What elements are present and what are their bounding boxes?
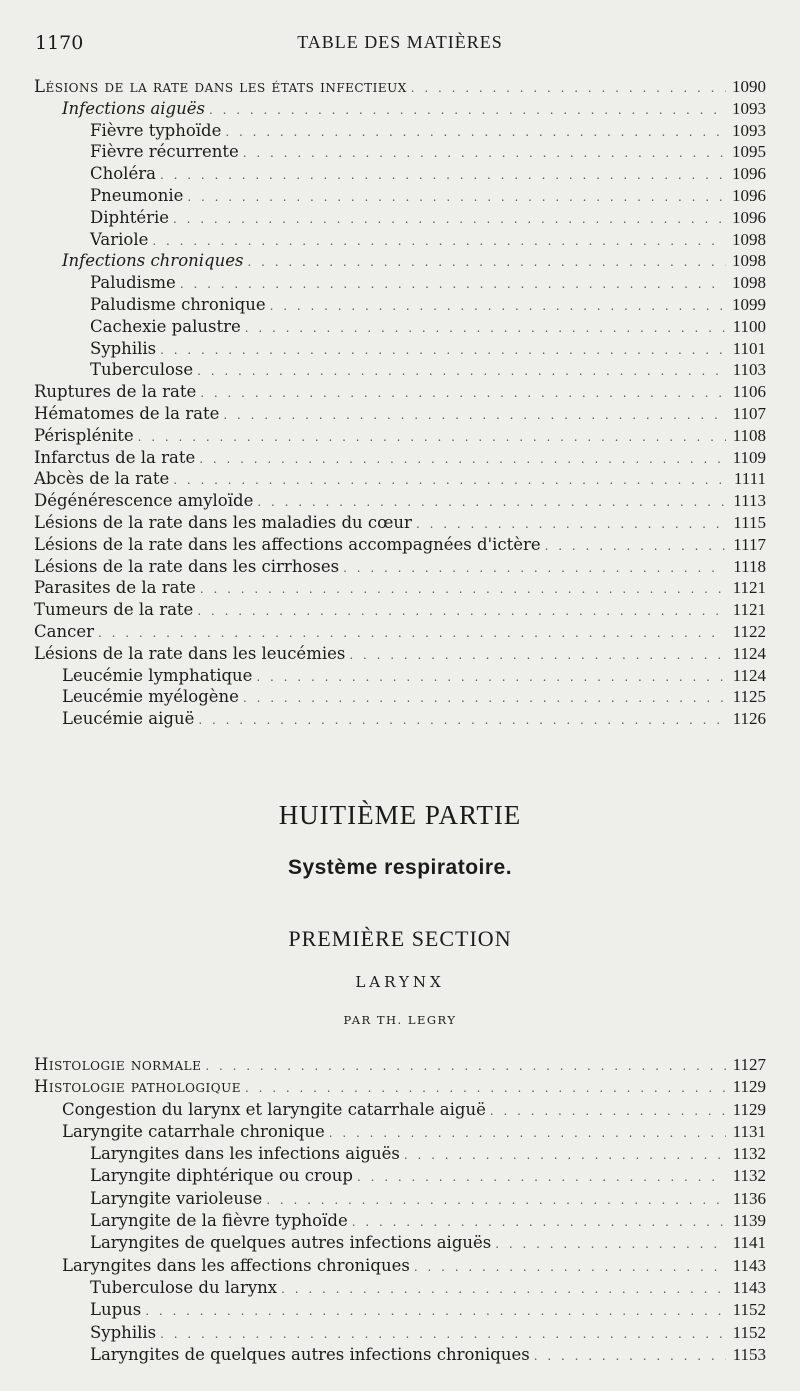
- toc-entry-page: 1143: [732, 1255, 766, 1275]
- toc-entry: [0, 250, 800, 272]
- toc-entry: [0, 1076, 800, 1098]
- toc-entry-label: Leucémie myélogène: [62, 687, 239, 707]
- toc-entry-page: 1124: [732, 643, 766, 663]
- toc-entry: [0, 490, 800, 512]
- toc-entry-page: 1139: [732, 1211, 766, 1231]
- toc-entry-page: 1118: [733, 556, 766, 576]
- toc-entry-label: Cachexie palustre: [90, 316, 241, 336]
- toc-entry: [0, 76, 800, 98]
- toc-entry-page: 1096: [732, 164, 766, 184]
- section-name: LARYNX: [355, 973, 445, 991]
- toc-entry-page: 1121: [732, 600, 766, 620]
- toc-entry-label: Histologie pathologique: [34, 1077, 241, 1097]
- toc-entry-label: Lésions de la rate dans les leucémies: [34, 643, 346, 663]
- part-title: HUITIÈME PARTIE: [278, 800, 522, 830]
- toc-entry-label: Laryngites de quelques autres infections aiguës: [90, 1233, 492, 1253]
- toc-entry: [0, 1188, 800, 1210]
- toc-entry-page: 1129: [732, 1099, 766, 1119]
- dot-leader: [180, 274, 726, 296]
- toc-entry-page: 1100: [732, 316, 766, 336]
- toc-entry-page: 1101: [732, 338, 766, 358]
- dot-leader: [270, 296, 726, 318]
- toc-entry-label: Infections aiguës: [62, 98, 205, 118]
- toc-entry-label: Leucémie lymphatique: [62, 665, 253, 685]
- toc-entry: [0, 621, 800, 643]
- dot-leader: [198, 710, 726, 732]
- toc-entry: [0, 1344, 800, 1366]
- toc-entry-label: Paludisme: [90, 273, 176, 293]
- toc-entry: [0, 556, 800, 578]
- toc-entry: [0, 1143, 800, 1165]
- dot-leader: [404, 1144, 726, 1166]
- toc-entry: [0, 425, 800, 447]
- toc-entry-page: 1126: [732, 709, 766, 729]
- toc-entry-page: 1125: [732, 687, 766, 707]
- dot-leader: [411, 78, 726, 100]
- toc-entry: [0, 1299, 800, 1321]
- toc-entry-label: Choléra: [90, 164, 156, 184]
- toc-entry: [0, 294, 800, 316]
- toc-entry-label: Lésions de la rate dans les affections accompagnées d'ictère: [34, 534, 541, 554]
- dot-leader: [200, 383, 726, 405]
- dot-leader: [266, 1189, 726, 1211]
- toc-entry-label: Tuberculose: [90, 360, 194, 380]
- dot-leader: [257, 492, 726, 514]
- toc-entry-page: 1098: [732, 229, 766, 249]
- toc-entry: [0, 316, 800, 338]
- toc-entry-label: Lupus: [90, 1300, 142, 1320]
- toc-entry: [0, 708, 800, 730]
- dot-leader: [173, 209, 726, 231]
- dot-leader: [98, 623, 726, 645]
- toc-entry-page: 1107: [732, 403, 766, 423]
- dot-leader: [197, 361, 726, 383]
- dot-leader: [199, 449, 726, 471]
- dot-leader: [243, 143, 726, 165]
- toc-entry-label: Laryngites de quelques autres infections chroniques: [90, 1344, 530, 1364]
- toc-entry-label: Syphilis: [90, 338, 157, 358]
- toc-entry-page: 1153: [732, 1344, 766, 1364]
- toc-entry-label: Lésions de la rate dans les états infectieux: [34, 77, 407, 96]
- toc-entry-page: 1132: [732, 1166, 766, 1186]
- dot-leader: [138, 427, 726, 449]
- toc-entry: [0, 98, 800, 120]
- toc-entry-page: 1141: [732, 1233, 766, 1253]
- dot-leader: [495, 1233, 726, 1255]
- toc-entry-label: Pneumonie: [90, 185, 184, 205]
- toc-entry-page: 1098: [732, 273, 766, 293]
- toc-entry-label: Tuberculose du larynx: [90, 1277, 278, 1297]
- toc-entry-page: 1096: [732, 207, 766, 227]
- toc-entry-page: 1096: [732, 185, 766, 205]
- toc-entry: [0, 120, 800, 142]
- dot-leader: [225, 122, 726, 144]
- dot-leader: [416, 514, 726, 536]
- dot-leader: [490, 1100, 726, 1122]
- part-subtitle: Système respiratoire.: [287, 856, 513, 879]
- toc-entry-label: Leucémie aiguë: [62, 709, 195, 729]
- toc-entry-page: 1129: [732, 1077, 766, 1097]
- dot-leader: [281, 1278, 726, 1300]
- toc-entry-label: Paludisme chronique: [90, 294, 266, 314]
- section-title: PREMIÈRE SECTION: [288, 926, 512, 951]
- running-head: [0, 32, 800, 56]
- toc-entry: [0, 272, 800, 294]
- dot-leader: [414, 1256, 726, 1278]
- toc-entry-label: Syphilis: [90, 1322, 157, 1342]
- toc-entry-label: Fièvre typhoïde: [90, 120, 222, 140]
- toc-entry: [0, 1255, 800, 1277]
- toc-entry-label: Infarctus de la rate: [34, 447, 196, 467]
- toc-entry: [0, 686, 800, 708]
- toc-entry: [0, 534, 800, 556]
- toc-entry-page: 1093: [732, 98, 766, 118]
- toc-entry-label: Lésions de la rate dans les cirrhoses: [34, 556, 340, 576]
- toc-entry-page: 1117: [733, 534, 766, 554]
- toc-entry-label: Périsplénite: [34, 425, 134, 445]
- toc-entry-label: Infections chroniques: [62, 251, 244, 271]
- toc-entry-label: Laryngite de la fièvre typhoïde: [90, 1211, 348, 1231]
- toc-entry: [0, 643, 800, 665]
- toc-entry-page: 1099: [732, 294, 766, 314]
- toc-entry: [0, 338, 800, 360]
- dot-leader: [329, 1122, 726, 1144]
- toc-entry: [0, 577, 800, 599]
- dot-leader: [209, 100, 726, 122]
- toc-entry-label: Laryngites dans les infections aiguës: [90, 1144, 400, 1164]
- toc-entry-page: 1152: [732, 1322, 766, 1342]
- dot-leader: [357, 1166, 726, 1188]
- toc-entry: [0, 381, 800, 403]
- toc-entry-page: 1095: [732, 142, 766, 162]
- toc-entry-page: 1152: [732, 1300, 766, 1320]
- toc-entry-label: Fièvre récurrente: [90, 142, 239, 162]
- toc-entry: [0, 1232, 800, 1254]
- toc-entry-label: Parasites de la rate: [34, 578, 196, 598]
- dot-leader: [152, 231, 726, 253]
- toc-entry: [0, 1165, 800, 1187]
- toc-entry-label: Variole: [90, 229, 149, 249]
- toc-entry-page: 1132: [732, 1144, 766, 1164]
- toc-entry: [0, 1121, 800, 1143]
- toc-entry: [0, 1210, 800, 1232]
- dot-leader: [343, 558, 726, 580]
- dot-leader: [243, 688, 726, 710]
- toc-entry-page: 1131: [732, 1121, 766, 1141]
- toc-entry-page: 1136: [732, 1188, 766, 1208]
- toc-entry-page: 1143: [732, 1277, 766, 1297]
- dot-leader: [187, 187, 726, 209]
- toc-entry-page: 1098: [732, 251, 766, 271]
- table-of-contents-bottom: [0, 1054, 800, 1366]
- dot-leader: [247, 252, 726, 274]
- toc-entry: [0, 599, 800, 621]
- dot-leader: [173, 470, 726, 492]
- toc-entry-page: 1111: [733, 469, 766, 489]
- toc-entry-page: 1093: [732, 120, 766, 140]
- toc-entry: [0, 229, 800, 251]
- toc-entry: [0, 141, 800, 163]
- toc-entry: [0, 665, 800, 687]
- toc-entry: [0, 1322, 800, 1344]
- toc-entry: [0, 468, 800, 490]
- toc-entry-label: Cancer: [34, 621, 94, 641]
- dot-leader: [145, 1300, 726, 1322]
- toc-entry-label: Diphtérie: [90, 207, 170, 227]
- dot-leader: [160, 1323, 726, 1345]
- toc-entry: [0, 1054, 800, 1076]
- dot-leader: [545, 536, 726, 558]
- toc-entry: [0, 163, 800, 185]
- toc-entry: [0, 359, 800, 381]
- section-author: PAR TH. LEGRY: [343, 1013, 457, 1027]
- toc-entry-page: 1113: [733, 491, 766, 511]
- dot-leader: [245, 1077, 726, 1099]
- toc-entry-label: Laryngites dans les affections chroniques: [62, 1255, 410, 1275]
- toc-entry-label: Congestion du larynx et laryngite catarrhale aiguë: [62, 1099, 486, 1119]
- toc-entry: [0, 512, 800, 534]
- toc-entry-page: 1109: [732, 447, 766, 467]
- toc-entry: [0, 1099, 800, 1121]
- toc-entry: [0, 207, 800, 229]
- toc-entry: [0, 447, 800, 469]
- toc-entry-label: Laryngite catarrhale chronique: [62, 1121, 325, 1141]
- toc-entry-label: Hématomes de la rate: [34, 403, 220, 423]
- toc-entry-page: 1121: [732, 578, 766, 598]
- dot-leader: [352, 1211, 726, 1233]
- dot-leader: [534, 1345, 726, 1367]
- dot-leader: [349, 645, 726, 667]
- dot-leader: [200, 579, 726, 601]
- toc-entry-label: Abcès de la rate: [34, 469, 170, 489]
- toc-entry-label: Ruptures de la rate: [34, 382, 197, 402]
- toc-entry-page: 1127: [732, 1055, 766, 1074]
- toc-entry-page: 1122: [732, 621, 766, 641]
- dot-leader: [205, 1055, 726, 1077]
- toc-entry: [0, 185, 800, 207]
- dot-leader: [256, 667, 726, 689]
- toc-entry-page: 1103: [732, 360, 766, 380]
- toc-entry-label: Dégénérescence amyloïde: [34, 491, 254, 511]
- dot-leader: [160, 165, 726, 187]
- toc-entry-page: 1106: [732, 382, 766, 402]
- toc-entry: [0, 403, 800, 425]
- toc-entry-label: Laryngite diphtérique ou croup: [90, 1166, 353, 1186]
- toc-entry-page: 1115: [733, 512, 766, 532]
- toc-entry-label: Laryngite varioleuse: [90, 1188, 263, 1208]
- toc-entry-page: 1090: [732, 77, 766, 96]
- toc-entry-label: Tumeurs de la rate: [34, 600, 194, 620]
- dot-leader: [160, 340, 726, 362]
- toc-entry: [0, 1277, 800, 1299]
- table-of-contents-top: [0, 76, 800, 730]
- toc-entry-page: 1124: [732, 665, 766, 685]
- dot-leader: [223, 405, 726, 427]
- dot-leader: [197, 601, 726, 623]
- dot-leader: [245, 318, 726, 340]
- page-number: 1170: [35, 32, 84, 54]
- toc-entry-page: 1108: [732, 425, 766, 445]
- running-title: TABLE DES MATIÈRES: [297, 32, 503, 52]
- toc-entry-label: Histologie normale: [34, 1055, 202, 1074]
- toc-entry-label: Lésions de la rate dans les maladies du cœur: [34, 512, 412, 532]
